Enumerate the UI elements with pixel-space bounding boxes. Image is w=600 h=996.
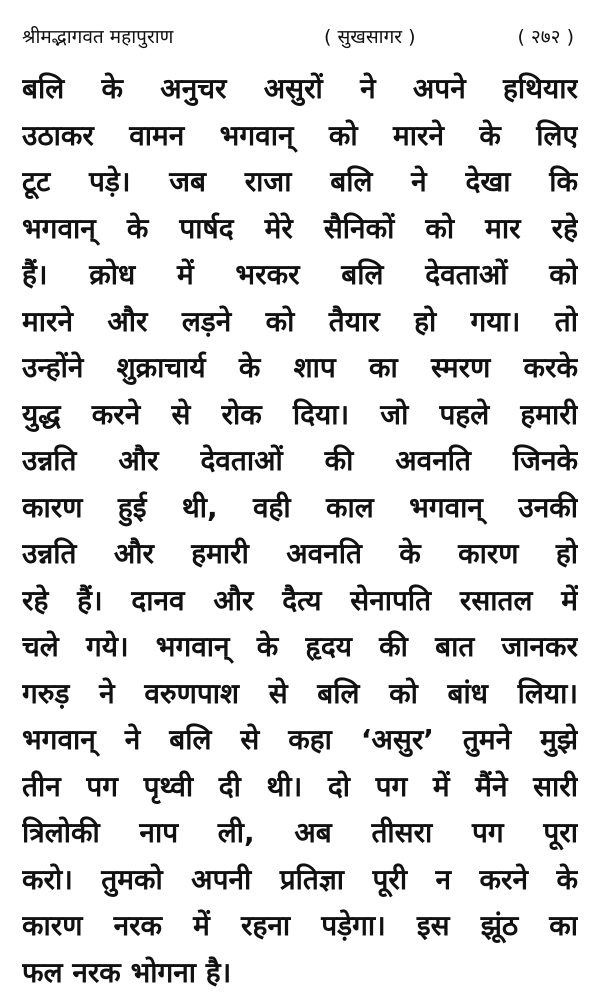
text-line: मारने और लड़ने को तैयार हो गया। तो [22,299,578,346]
text-line: उन्नति और हमारी अवनति के कारण हो [22,531,578,578]
text-line: उन्नति और देवताओं की अवनति जिनके [22,438,578,485]
body-text [22,66,578,996]
text-line: रहे हैं। दानव और दैत्य सेनापति रसातल में [22,578,578,625]
page-header [22,22,578,58]
text-line: गरुड़ ने वरुणपाश से बलि को बांध लिया। [22,671,578,718]
text-line: चले गये। भगवान् के हृदय की बात जानकर [22,624,578,671]
text-line: उठाकर वामन भगवान् को मारने के लिए [22,113,578,160]
section-name: ( सुखसागर ) [324,22,416,52]
text-line: करो। तुमको अपनी प्रतिज्ञा पूरी न करने के [22,857,578,904]
text-line: भगवान् के पार्षद मेरे सैनिकों को मार रहे [22,206,578,253]
text-line: कारण हुई थी, वही काल भगवान् उनकी [22,485,578,532]
text-line: टूट पड़े। जब राजा बलि ने देखा कि [22,159,578,206]
text-line: हैं। क्रोध में भरकर बलि देवताओं को [22,252,578,299]
text-line: कारण नरक में रहना पड़ेगा। इस झूंठ का [22,903,578,950]
text-line: भगवान् ने बलि से कहा ‘असुर’ तुमने मुझे [22,717,578,764]
text-line: त्रिलोकी नाप ली, अब तीसरा पग पूरा [22,810,578,857]
text-line: फल नरक भोगना है। [22,950,578,996]
text-line: बलि के अनुचर असुरों ने अपने हथियार [22,66,578,113]
text-line: युद्ध करने से रोक दिया। जो पहले हमारी [22,392,578,439]
page-number: ( २७२ ) [517,22,574,52]
book-title: श्रीमद्भागवत महापुराण [22,22,173,52]
text-line: तीन पग पृथ्वी दी थी। दो पग में मैंने सारी [22,764,578,811]
text-line: उन्होंने शुक्राचार्य के शाप का स्मरण करके [22,345,578,392]
